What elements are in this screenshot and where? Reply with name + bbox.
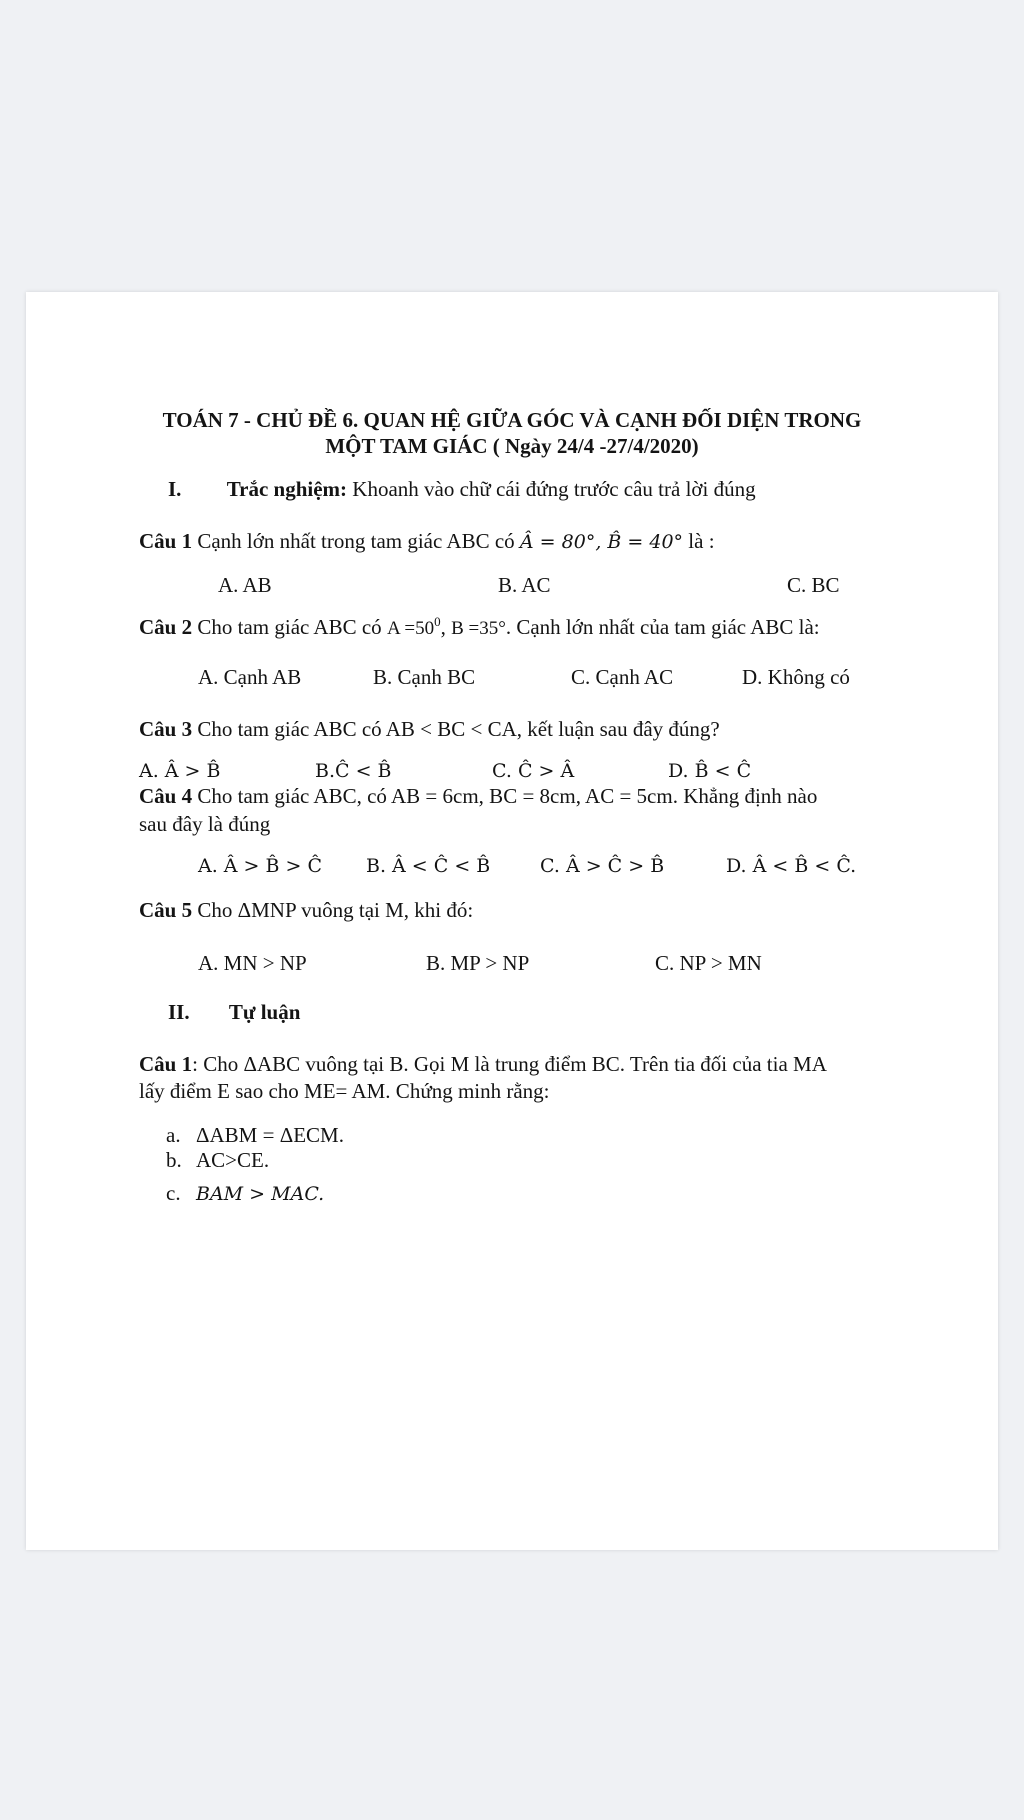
question-5-text: Cho ΔMNP vuông tại M, khi đó: [197,898,474,922]
q5-option-c: C. NP > MN [655,951,762,975]
q3-option-a: A. Â > B̂ [139,760,221,782]
question-3-text: Cho tam giác ABC có AB < BC < CA, kết luận sau đây đúng? [197,717,720,741]
q3-option-b: B.Ĉ < B̂ [315,760,392,782]
question-2-angle-b: B =35° [451,618,506,639]
essay-part-a-prefix: a. [166,1123,181,1147]
essay-question-1-text-line2: lấy điểm E sao cho ME= AM. Chứng minh rằng: [139,1079,550,1103]
essay-question-1 [139,1052,827,1076]
q4-option-b: B. Â < Ĉ < B̂ [366,855,491,877]
question-1-tail: là : [688,529,715,553]
question-2-angle-a: A =50 [386,618,435,639]
essay-part-c-text: BAM > MAC. [196,1183,325,1205]
question-4-text-line2: sau đây là đúng [139,812,271,836]
section1-heading [168,477,756,501]
question-1-label: Câu 1 [139,529,193,553]
q2-option-c: C. Cạnh AC [571,665,674,689]
section2-label: Tự luận [228,1000,301,1024]
essay-part-a-text: ΔABM = ΔECM. [196,1123,344,1147]
question-1-text: Cạnh lớn nhất trong tam giác ABC có [197,529,515,553]
essay-question-1-text: : Cho ΔABC vuông tại B. Gọi M là trung điểm BC. Trên tia đối của tia MA [192,1052,827,1076]
question-4-text: Cho tam giác ABC, có AB = 6cm, BC = 8cm, AC = 5cm. Khẳng định nào [197,784,818,808]
question-2-tail: . Cạnh lớn nhất của tam giác ABC là: [505,615,820,639]
section2-heading [168,1000,300,1024]
question-2-angle-a-sup: 0 [434,614,441,629]
q3-option-c: C. Ĉ > Â [492,760,575,782]
question-1-math: Â = 80°, B̂ = 40° [519,531,684,553]
section1-number: I. [168,477,182,501]
q5-option-b: B. MP > NP [426,951,530,975]
section1-label: Trắc nghiệm: [226,477,348,501]
question-3 [139,717,720,741]
essay-part-c-prefix: c. [166,1181,181,1205]
question-3-label: Câu 3 [139,717,193,741]
section1-instruction: Khoanh vào chữ cái đứng trước câu trả lời đúng [352,477,756,501]
document-page [26,292,998,1550]
q4-option-c: C. Â > Ĉ > B̂ [540,855,665,877]
q2-option-d: D. Không có [742,665,850,689]
essay-part-b-text: AC>CE. [196,1148,270,1172]
question-2: Câu 2 Cho tam giác ABC có $A =50^0$, B =35°. Cạnh lớn nhất của tam giác ABC là: [139,614,820,639]
question-1 [139,529,715,554]
q1-option-b: B. AC [498,573,551,597]
q5-option-a: A. MN > NP [198,951,307,975]
essay-part-b-prefix: b. [166,1148,182,1172]
question-4-label: Câu 4 [139,784,193,808]
question-5 [139,898,473,922]
q2-option-a: A. Cạnh AB [198,665,302,689]
essay-part-c [166,1181,324,1206]
q4-option-a: A. Â > B̂ > Ĉ [198,855,323,877]
essay-question-1-label: Câu 1 [139,1052,193,1076]
q2-option-b: B. Cạnh BC [373,665,476,689]
section2-number: II. [168,1000,190,1024]
essay-part-b [166,1148,269,1172]
q3-option-d: D. B̂ < Ĉ [668,760,752,782]
essay-part-a [166,1123,344,1147]
question-2-label: Câu 2 [139,615,193,639]
q1-option-a: A. AB [218,573,272,597]
page-title-line2: MỘT TAM GIÁC ( Ngày 24/4 -27/4/2020) [325,434,699,458]
q1-option-c: C. BC [787,573,840,597]
page-title-line1: TOÁN 7 - CHỦ ĐỀ 6. QUAN HỆ GIỮA GÓC VÀ CẠNH ĐỐI DIỆN TRONG [162,408,862,432]
question-4 [139,784,817,808]
question-2-text: Cho tam giác ABC có [197,615,382,639]
q4-option-d: D. Â < B̂ < Ĉ. [726,855,857,877]
question-5-label: Câu 5 [139,898,193,922]
